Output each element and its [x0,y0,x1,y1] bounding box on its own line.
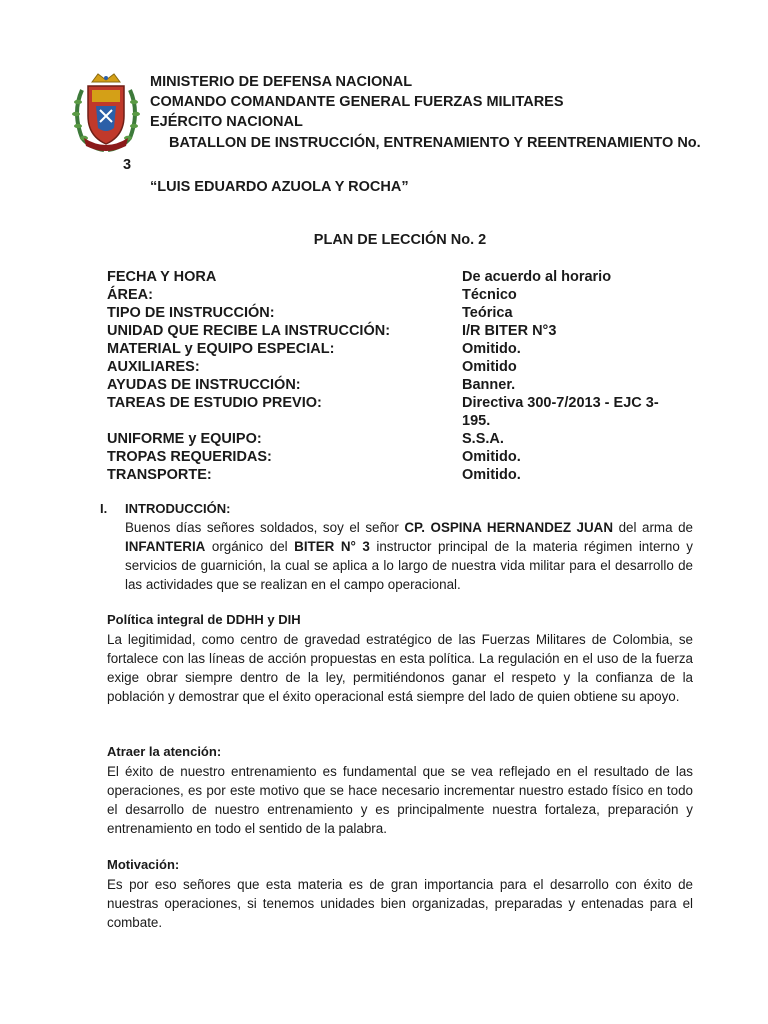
field-value-transporte: Omitido. [462,467,521,483]
field-label-tipo: TIPO DE INSTRUCCIÓN: [107,305,275,321]
header-battalion-name: “LUIS EDUARDO AZUOLA Y ROCHA” [150,179,409,195]
field-value-material: Omitido. [462,341,521,357]
field-label-unidad: UNIDAD QUE RECIBE LA INSTRUCCIÓN: [107,323,391,339]
field-value-ayudas: Banner. [462,377,516,393]
field-label-uniforme: UNIFORME y EQUIPO: [107,431,262,447]
header-battalion: BATALLON DE INSTRUCCIÓN, ENTRENAMIENTO Y REENTRENAMIENTO No. [169,135,701,151]
section-motivacion-text: Es por eso señores que esta materia es de gran importancia para el desarrollo con éxito de nuestras operaciones, si tenemos unidades bien organizadas, preparadas y entenadas para el combate. [107,877,693,930]
field-value-auxiliares: Omitido [462,359,517,375]
section-ddhh-heading: Política integral de DDHH y DIH [107,612,301,627]
header-battalion-number: 3 [123,157,132,173]
field-label-transporte: TRANSPORTE: [107,467,212,483]
field-value-tipo: Teórica [462,305,513,321]
section-atencion-text: El éxito de nuestro entrenamiento es fundamental que se vea reflejado en el resultado de las operaciones, es por este motivo que se hace necesario incrementar nuestro estado físico en todo el desarrollo de nuestro entrenamiento y es principalmente nuestra fortaleza, preparación y entrenamiento en todo el sentido de la palabra. [107,764,693,836]
field-value-unidad: I/R BITER N°3 [462,323,557,339]
army-emblem-icon [70,72,142,154]
instructor-name: CP. OSPINA HERNANDEZ JUAN [404,520,614,535]
field-value-tropas: Omitido. [462,449,521,465]
field-label-material: MATERIAL y EQUIPO ESPECIAL: [107,341,335,357]
field-label-tareas: TAREAS DE ESTUDIO PREVIO: [107,395,322,411]
field-value-area: Técnico [462,287,517,303]
page-title: PLAN DE LECCIÓN No. 2 [313,232,487,248]
field-label-ayudas: AYUDAS DE INSTRUCCIÓN: [107,377,301,393]
arm-name: INFANTERIA [125,539,206,554]
intro-paragraph: Buenos días señores soldados, soy el señor CP. OSPINA HERNANDEZ JUAN del arma de INFANTERIA orgánico del BITER N° 3 instructor principal de la materia régimen interno y servicios de guarnición, la cual se aplica a lo largo de nuestra vida militar para el desarrollo de las actividades que se realizan en el campo operacional. [125,520,693,592]
field-label-tropas: TROPAS REQUERIDAS: [107,449,272,465]
field-value-tareas: Directiva 300-7/2013 - EJC 3-195. [462,395,659,429]
section-atencion-heading: Atraer la atención: [107,744,222,759]
section-ddhh-text: La legitimidad, como centro de gravedad estratégico de las Fuerzas Militares de Colombia, se fortalece con las líneas de acción propuestas en esta política. La regulación en el uso de la fuerza exige obrar siempre dentro de la ley, permitiéndonos ganar el respeto y la confianza de la población y demostrar que el éxito operacional está siempre del lado de quien obtiene su apoyo. [107,632,693,704]
field-label-area: ÁREA: [107,287,153,303]
field-label-auxiliares: AUXILIARES: [107,359,200,375]
section-motivacion-heading: Motivación: [107,857,180,872]
header-command: COMANDO COMANDANTE GENERAL FUERZAS MILITARES [150,94,564,110]
intro-heading: INTRODUCCIÓN: [125,501,231,516]
header-ministry: MINISTERIO DE DEFENSA NACIONAL [150,74,413,90]
field-label-fecha: FECHA Y HORA [107,269,217,285]
header-army: EJÉRCITO NACIONAL [150,114,303,130]
field-value-uniforme: S.S.A. [462,431,504,447]
unit-name: BITER N° 3 [294,539,370,554]
intro-number: I. [100,501,108,516]
field-value-fecha: De acuerdo al horario [462,269,612,285]
